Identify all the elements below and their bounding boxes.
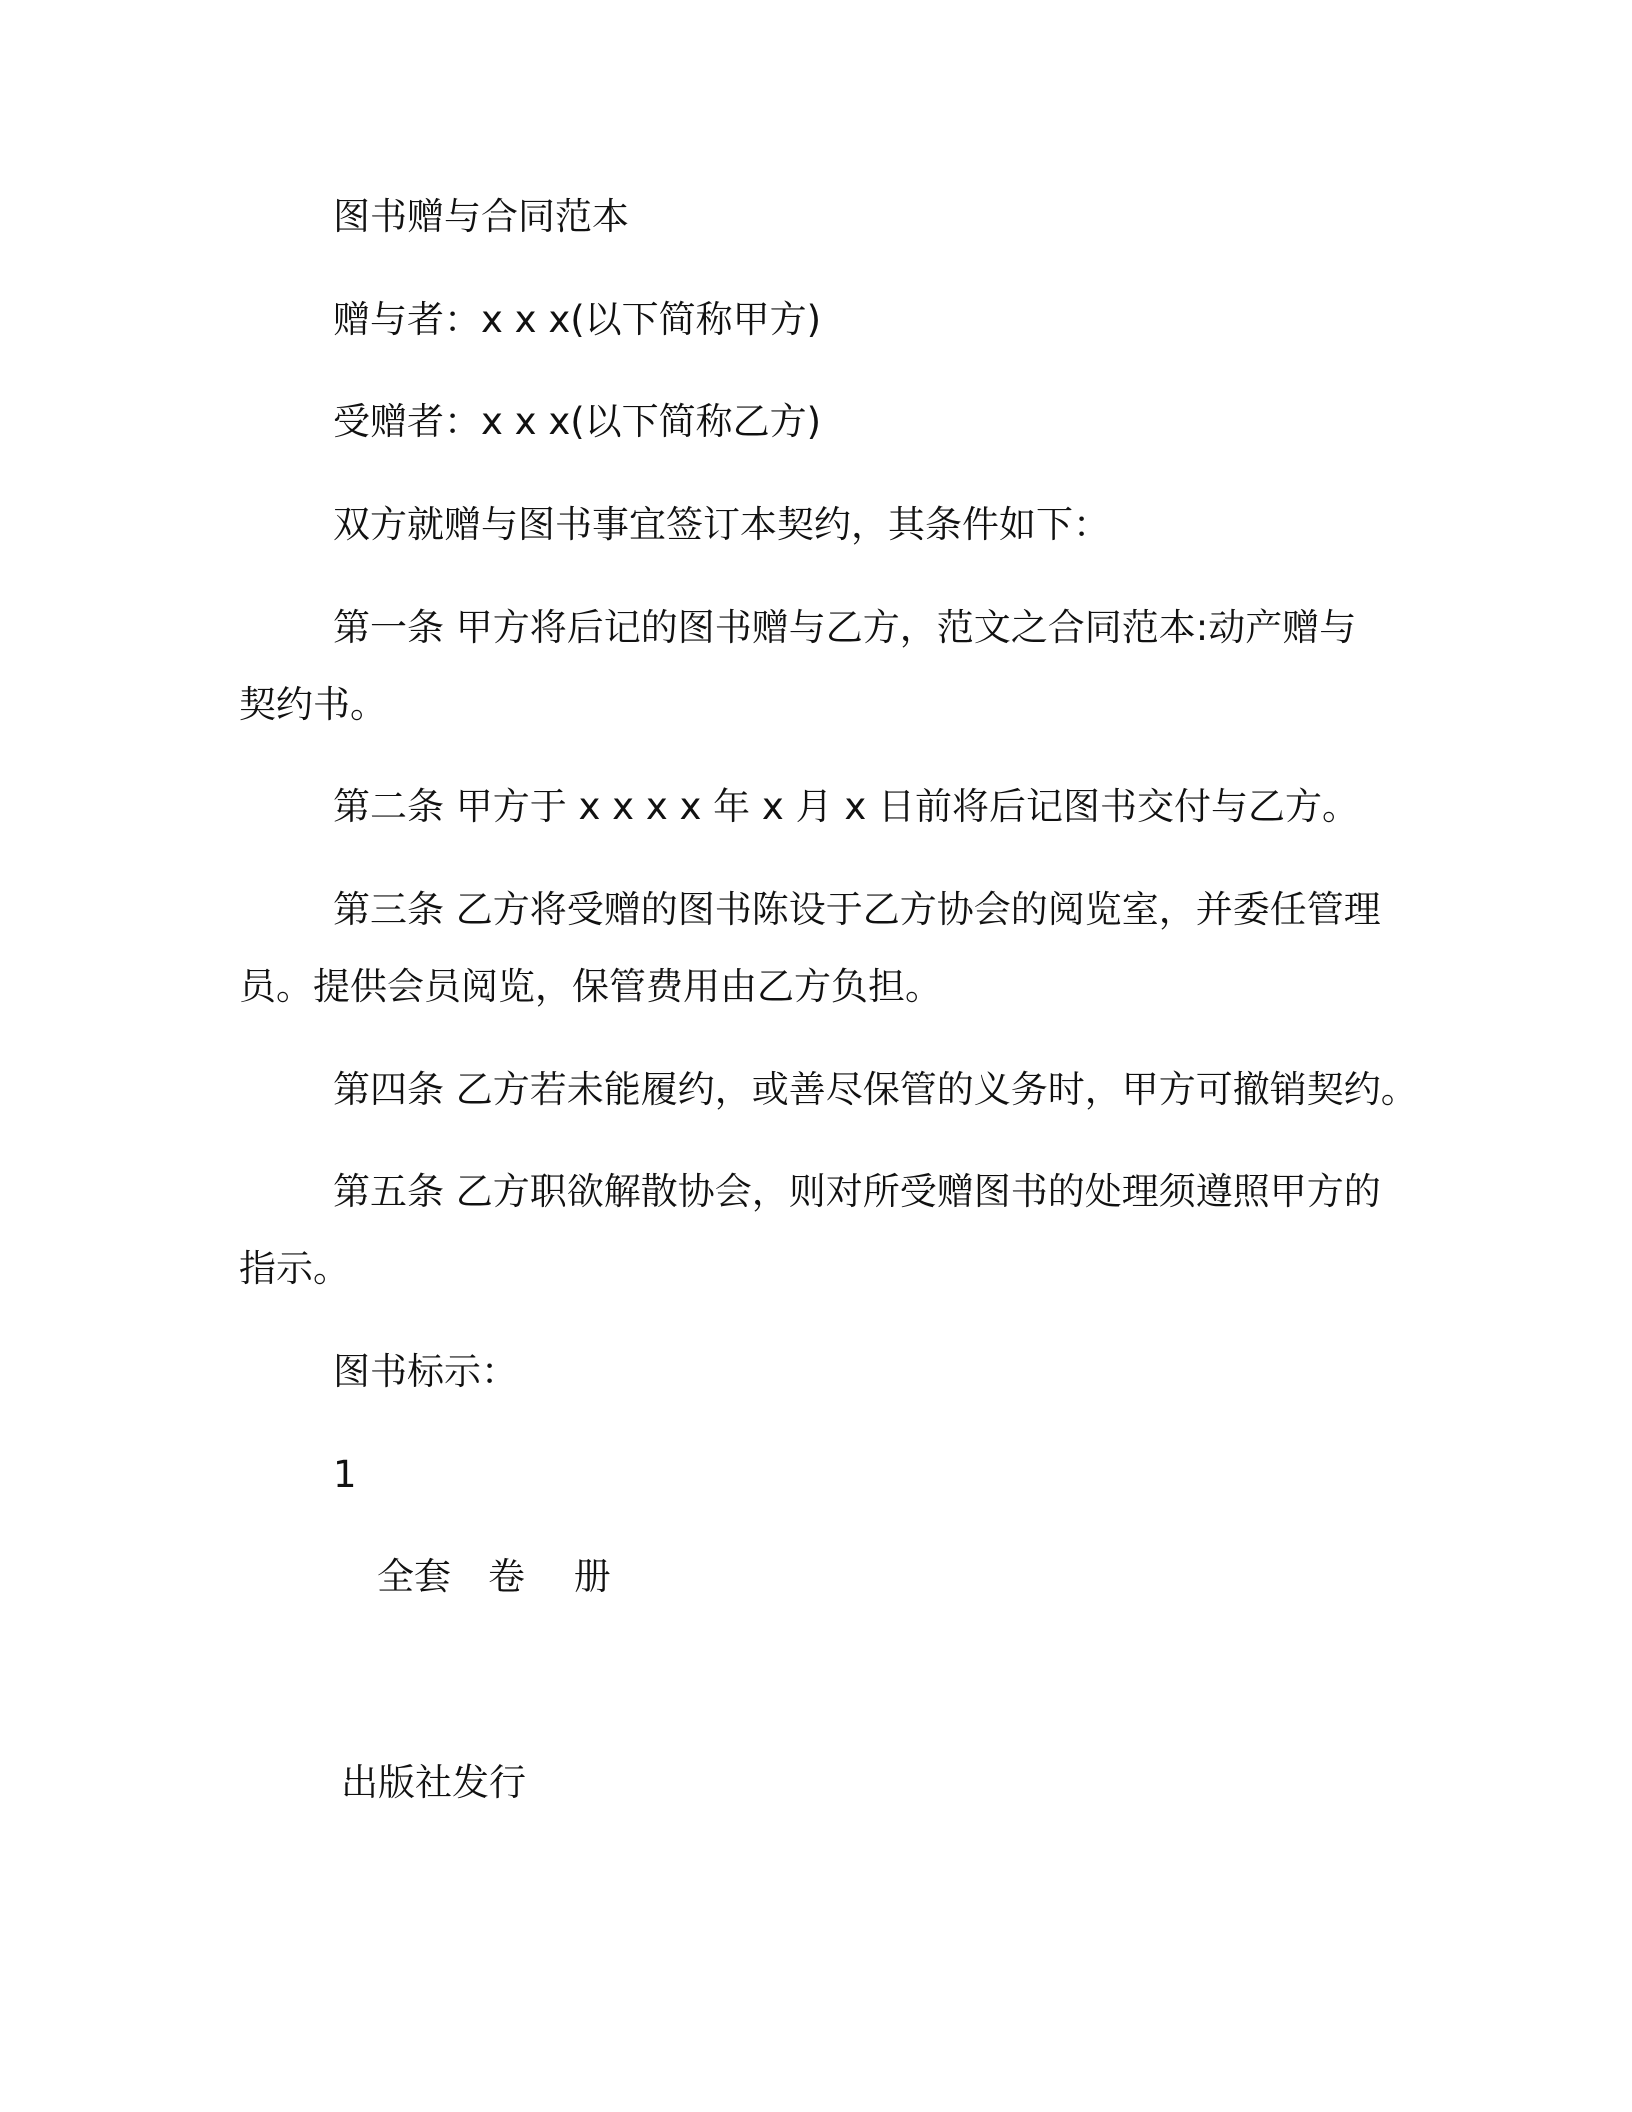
document-title: 图书赠与合同范本 (333, 195, 629, 238)
article-3-line-1: 第三条 乙方将受赠的图书陈设于乙方协会的阅览室，并委任管理 (333, 888, 1381, 931)
intro-paragraph: 双方就赠与图书事宜签订本契约，其条件如下： (333, 503, 1110, 546)
article-5-line-1: 第五条 乙方职欲解散协会，则对所受赠图书的处理须遵照甲方的 (333, 1170, 1381, 1213)
article-1-line-1: 第一条 甲方将后记的图书赠与乙方，范文之合同范本:动产赠与 (333, 606, 1357, 649)
donor-line: 赠与者：x x x(以下简称甲方) (333, 298, 822, 341)
article-5-line-2: 指示。 (239, 1247, 350, 1290)
publisher-line: 出版社发行 (341, 1761, 526, 1804)
article-4: 第四条 乙方若未能履约，或善尽保管的义务时，甲方可撤销契约。 (333, 1068, 1418, 1111)
article-3-line-2: 员。提供会员阅览，保管费用由乙方负担。 (239, 965, 942, 1008)
article-2: 第二条 甲方于 x x x x 年 x 月 x 日前将后记图书交付与乙方。 (333, 785, 1359, 828)
recipient-line: 受赠者：x x x(以下简称乙方) (333, 400, 822, 443)
book-item-number: 1 (333, 1453, 357, 1496)
book-item-spec: 全套 卷 册 (377, 1555, 611, 1598)
article-1-line-2: 契约书。 (239, 683, 387, 726)
books-heading: 图书标示： (333, 1350, 518, 1393)
